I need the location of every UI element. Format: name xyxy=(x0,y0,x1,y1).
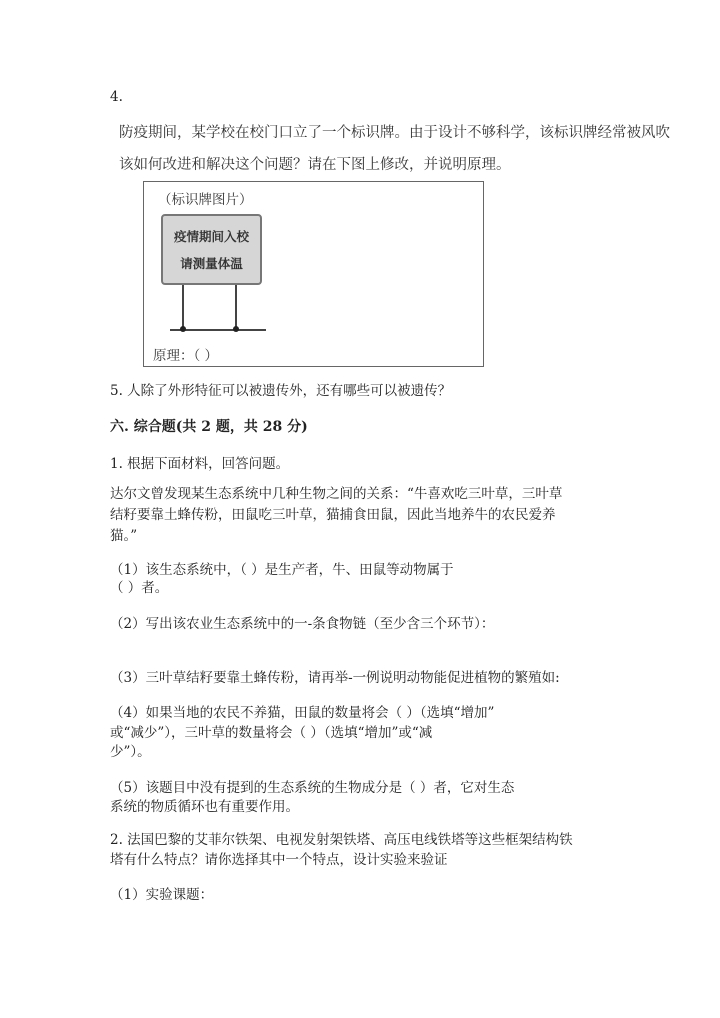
s6-q1-sub4-line3: 少”）。 xyxy=(110,744,151,760)
sign-board xyxy=(161,214,262,285)
s6-q1-sub3: （3）三叶草结籽要靠土蜂传粉，请再举-一例说明动物能促进植物的繁殖如: xyxy=(110,670,560,686)
question-4-text-line2: 该如何改进和解决这个问题？请在下图上修改，并说明原理。 xyxy=(119,157,511,173)
s6-q1-sub4-line1: （4）如果当地的农民不养猫，田鼠的数量将会（ ）（选填“增加” xyxy=(110,705,495,721)
s6-q2-sub1: （1）实验课题： xyxy=(110,887,214,903)
sign-post-left xyxy=(182,285,184,329)
sign-text-line2: 请测量体温 xyxy=(180,256,243,271)
s6-q1-material-line1: 达尔文曾发现某生态系统中几种生物之间的关系：“牛喜欢吃三叶草，三叶草 xyxy=(110,486,563,502)
question-4-number: 4. xyxy=(110,89,123,105)
sign-figure xyxy=(143,181,484,367)
s6-q1-sub1-line2: （ ）者。 xyxy=(110,580,169,596)
sign-post-right xyxy=(235,285,237,329)
principle-answer: 原理：（ ） xyxy=(153,348,219,364)
s6-q1-material-line2: 结籽要靠土蜂传粉，田鼠吃三叶草，猫捕食田鼠，因此当地养牛的农民爱养 xyxy=(110,507,556,523)
s6-q1-intro: 1. 根据下面材料，回答问题。 xyxy=(110,456,290,472)
figure-caption: （标识牌图片） xyxy=(158,192,253,208)
s6-q1-sub2: （2）写出该农业生态系统中的一-条食物链（至少含三个环节）： xyxy=(110,616,495,632)
s6-q2-line1: 2. 法国巴黎的艾菲尔铁架、电视发射架铁塔、高压电线铁塔等这些框架结构铁 xyxy=(110,832,573,848)
post-base-right xyxy=(233,326,239,332)
section-6-title: 六. 综合题(共 2 题，共 28 分) xyxy=(110,419,308,435)
s6-q1-sub1-line1: （1）该生态系统中，（ ）是生产者，牛、田鼠等动物属于 xyxy=(110,562,454,578)
sign-text-line1: 疫情期间入校 xyxy=(173,229,249,244)
s6-q2-line2: 塔有什么特点？请你选择其中一个特点，设计实验来验证 xyxy=(110,852,448,868)
s6-q1-sub4-line2: 或“减少”），三叶草的数量将会（ ）（选填“增加”或“减 xyxy=(110,725,433,741)
s6-q1-sub5-line2: 系统的物质循环也有重要作用。 xyxy=(110,799,299,815)
s6-q1-material-line3: 猫。” xyxy=(110,528,138,544)
question-4-text-line1: 防疫期间，某学校在校门口立了一个标识牌。由于设计不够科学，该标识牌经常被风吹 xyxy=(119,125,670,141)
s6-q1-sub5-line1: （5）该题目中没有提到的生态系统的生物成分是（ ）者，它对生态 xyxy=(110,780,515,796)
question-5: 5. 人除了外形特征可以被遗传外，还有哪些可以被遗传？ xyxy=(110,383,452,399)
post-base-left xyxy=(180,326,186,332)
